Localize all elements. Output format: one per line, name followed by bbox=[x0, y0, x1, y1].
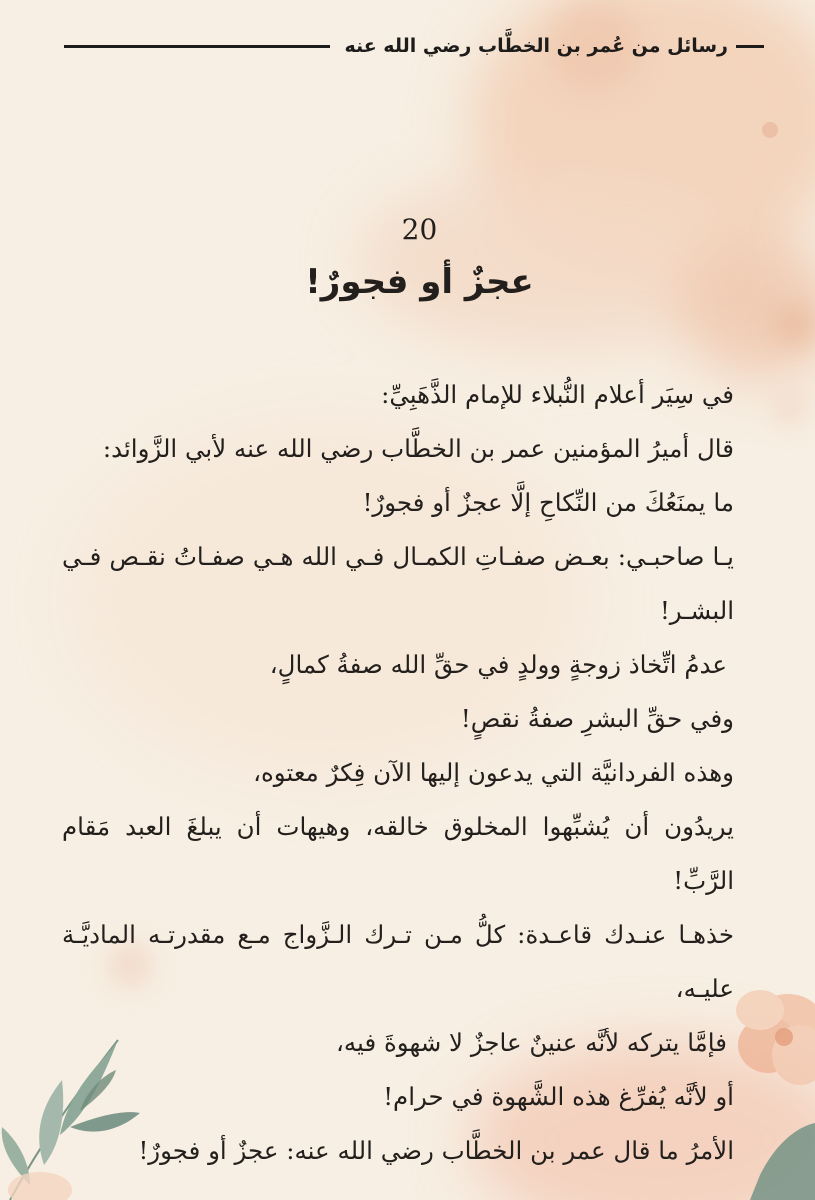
paragraph: عدمُ اتِّخاذ زوجةٍ وولدٍ في حقِّ الله صفةُ كمالٍ، bbox=[269, 650, 727, 679]
page-header bbox=[64, 26, 764, 66]
header-rule bbox=[64, 45, 330, 48]
paragraph: فإمَّا يتركه لأنَّه عنينٌ عاجزٌ لا شهوةَ فيه، bbox=[336, 1028, 727, 1057]
paragraph: خذهـا عنـدك قاعـدة: كلُّ مـن تـرك الـزَّواج مـع مقدرتـه الماديَّـة عليـه، bbox=[62, 920, 734, 1003]
paragraph: وهذه الفردانيَّة التي يدعون إليها الآن فِكرٌ معتوه، bbox=[253, 758, 734, 787]
book-title: رسائل من عُمر بن الخطَّاب رضي الله عنه bbox=[344, 35, 728, 57]
paragraph: في سِيَر أعلام النُّبلاء للإمام الذَّهَبِيِّ: bbox=[381, 380, 734, 409]
paragraph: أو لأنَّه يُفرِّغ هذه الشَّهوة في حرام! bbox=[383, 1082, 734, 1111]
paragraph: قال أميرُ المؤمنين عمر بن الخطَّاب رضي الله عنه لأبي الزَّوائد: bbox=[102, 434, 734, 463]
paragraph: يريدُون أن يُشبِّهوا المخلوق خالقه، وهيهات أن يبلغَ العبد مَقام الرَّبِّ! bbox=[62, 812, 734, 895]
chapter-title: عجزٌ أو فجورٌ! bbox=[305, 262, 534, 302]
paragraph: ما يمنَعُكَ من النِّكاحِ إلَّا عجزٌ أو فجورٌ! bbox=[362, 488, 734, 517]
paragraph: وفي حقِّ البشرِ صفةُ نقصٍ! bbox=[460, 704, 734, 733]
paragraph: الأمرُ ما قال عمر بن الخطَّاب رضي الله عنه: عجزٌ أو فجورٌ! bbox=[138, 1136, 734, 1165]
paragraph: يـا صاحبـي: بعـض صفـاتِ الكمـال فـي الله هـي صفـاتُ نقـص فـي البشـر! bbox=[62, 542, 734, 625]
header-rule-short bbox=[736, 45, 764, 48]
body-text bbox=[62, 368, 734, 1178]
chapter-number: 20 bbox=[401, 213, 438, 246]
